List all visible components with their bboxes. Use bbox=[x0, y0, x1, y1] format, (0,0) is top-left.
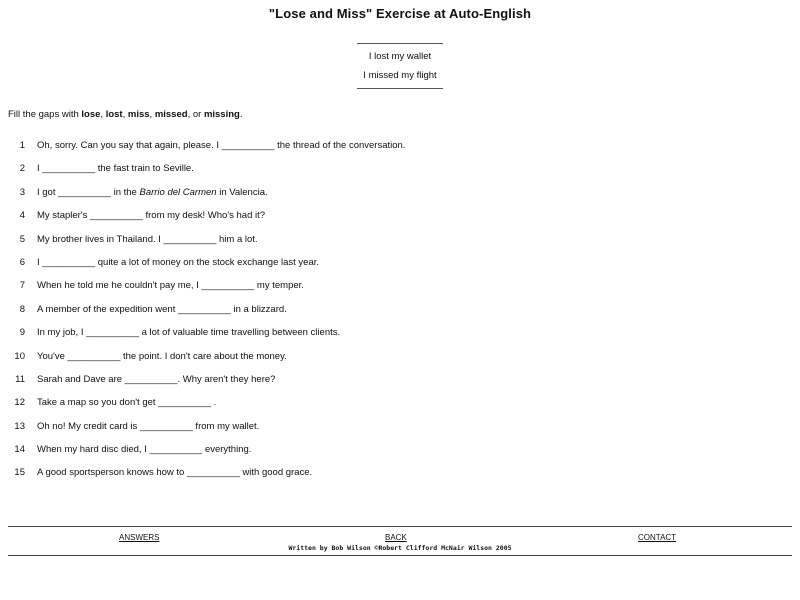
item-sentence: When he told me he couldn't pay me, I __________ my temper. bbox=[37, 280, 304, 292]
item-number: 12 bbox=[14, 397, 25, 409]
footer-divider-bottom bbox=[8, 555, 792, 556]
word-miss: miss bbox=[127, 109, 150, 120]
item-sentence: Oh no! My credit card is __________ from my wallet. bbox=[37, 420, 260, 432]
word-missed: missed bbox=[154, 109, 188, 120]
item-number: 8 bbox=[19, 303, 25, 315]
list-item bbox=[0, 351, 800, 374]
item-sentence: When my hard disc died, I __________ everything. bbox=[37, 444, 252, 456]
item-number: 9 bbox=[19, 327, 25, 339]
item-sentence: I got __________ in the Barrio del Carmen in Valencia. bbox=[37, 186, 268, 198]
footer-divider-top bbox=[8, 526, 792, 527]
list-item bbox=[0, 210, 800, 233]
exercise-list bbox=[0, 140, 800, 491]
item-number: 11 bbox=[15, 373, 25, 385]
item-sentence: Take a map so you don't get __________ . bbox=[37, 397, 217, 409]
list-item bbox=[0, 421, 800, 444]
list-item bbox=[0, 304, 800, 327]
item-number: 5 bbox=[19, 233, 25, 245]
item-number: 3 bbox=[19, 186, 25, 198]
separator: , bbox=[149, 109, 155, 120]
answers-link[interactable]: ANSWERS bbox=[119, 533, 160, 542]
item-number: 10 bbox=[14, 350, 25, 362]
list-item bbox=[0, 163, 800, 186]
instructions-suffix: . bbox=[239, 109, 243, 120]
list-item bbox=[0, 444, 800, 467]
list-item bbox=[0, 397, 800, 420]
word-lose: lose bbox=[81, 109, 101, 120]
list-item bbox=[0, 467, 800, 490]
item-sentence: I __________ the fast train to Seville. bbox=[37, 163, 194, 175]
item-number: 4 bbox=[19, 210, 25, 222]
examples-box bbox=[357, 43, 443, 89]
list-item bbox=[0, 140, 800, 163]
page-title: "Lose and Miss" Exercise at Auto-English bbox=[268, 6, 532, 21]
example-lost: I lost my wallet bbox=[368, 51, 432, 62]
item-number: 14 bbox=[14, 444, 25, 456]
list-item bbox=[0, 187, 800, 210]
separator: , bbox=[100, 109, 106, 120]
item-number: 1 bbox=[19, 140, 25, 151]
item-sentence: You've __________ the point. I don't care about the money. bbox=[37, 350, 287, 362]
instructions-prefix: Fill the gaps with bbox=[8, 109, 82, 120]
separator: , or bbox=[187, 109, 204, 120]
item-sentence: My stapler's __________ from my desk! Who's had it? bbox=[37, 210, 266, 222]
item-sentence: A good sportsperson knows how to __________ with good grace. bbox=[37, 467, 313, 479]
item-sentence: Oh, sorry. Can you say that again, please. I __________ the thread of the conversation. bbox=[37, 140, 406, 151]
footer-credit: Written by Bob Wilson ©Robert Clifford McNair Wilson 2005 bbox=[288, 544, 512, 552]
list-item bbox=[0, 327, 800, 350]
item-number: 7 bbox=[19, 280, 25, 292]
contact-link[interactable]: CONTACT bbox=[638, 533, 677, 542]
item-sentence: A member of the expedition went __________ in a blizzard. bbox=[37, 303, 287, 315]
back-link[interactable]: BACK bbox=[385, 533, 407, 542]
item-number: 2 bbox=[19, 163, 25, 175]
example-missed: I missed my flight bbox=[363, 70, 437, 81]
list-item bbox=[0, 234, 800, 257]
item-sentence: I __________ quite a lot of money on the stock exchange last year. bbox=[37, 256, 320, 268]
item-sentence: Sarah and Dave are __________. Why aren't they here? bbox=[37, 373, 276, 385]
instructions bbox=[8, 109, 242, 120]
list-item bbox=[0, 280, 800, 303]
list-item bbox=[0, 257, 800, 280]
separator: , bbox=[122, 109, 128, 120]
item-number: 6 bbox=[19, 256, 25, 268]
word-lost: lost bbox=[105, 109, 123, 120]
word-missing: missing bbox=[203, 109, 240, 120]
item-sentence: My brother lives in Thailand. I __________ him a lot. bbox=[37, 233, 258, 245]
item-number: 13 bbox=[14, 420, 25, 432]
item-number: 15 bbox=[14, 467, 25, 479]
item-sentence: In my job, I __________ a lot of valuable time travelling between clients. bbox=[37, 327, 341, 339]
place-name: Barrio del Carmen bbox=[139, 186, 217, 198]
list-item bbox=[0, 374, 800, 397]
